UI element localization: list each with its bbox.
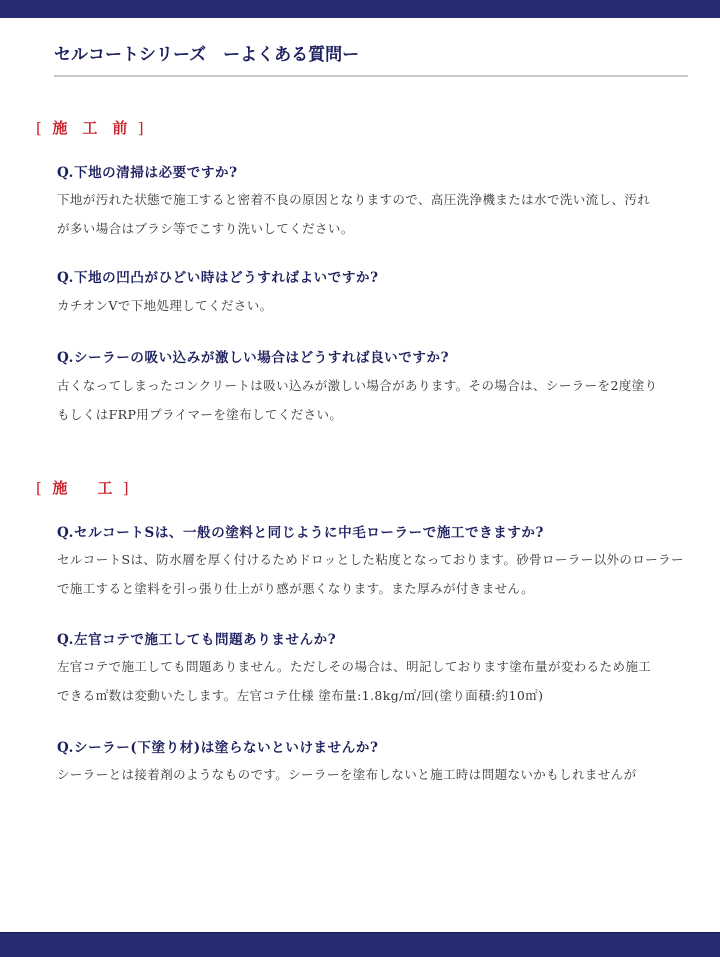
answer-line: もしくはFRP用プライマーを塗布してください。 bbox=[57, 407, 343, 422]
faq-question: Q.下地の清掃は必要ですか? bbox=[57, 165, 238, 181]
bracket-open: [ bbox=[36, 119, 42, 137]
section-heading-before-construction bbox=[36, 117, 144, 138]
answer-line: 下地が汚れた状態で施工すると密着不良の原因となりますので、高圧洗浄機または水で洗い流し、汚れ bbox=[57, 192, 651, 207]
bracket-open: [ bbox=[36, 479, 42, 497]
faq-answer bbox=[57, 185, 697, 243]
bottom-banner-bar bbox=[0, 932, 720, 957]
section-label: 施 工 bbox=[52, 479, 113, 497]
bracket-close: ] bbox=[137, 119, 144, 137]
answer-line: シーラーとは接着剤のようなものです。シーラーを塗布しないと施工時は問題ないかもしれませんが bbox=[57, 767, 637, 782]
faq-answer bbox=[57, 760, 697, 789]
faq-question: Q.セルコートSは、一般の塗料と同じように中毛ローラーで施工できますか? bbox=[57, 525, 545, 541]
page-title: セルコートシリーズ ーよくある質問ー bbox=[54, 45, 360, 65]
faq-question: Q.シーラー(下塗り材)は塗らないといけませんか? bbox=[57, 740, 379, 756]
faq-question: Q.シーラーの吸い込みが激しい場合はどうすれば良いですか? bbox=[57, 350, 450, 366]
answer-line: 古くなってしまったコンクリートは吸い込みが激しい場合があります。その場合は、シーラーを2度塗り bbox=[57, 378, 658, 393]
faq-question: Q.左官コテで施工しても問題ありませんか? bbox=[57, 632, 337, 648]
answer-line: で施工すると塗料を引っ張り仕上がり感が悪くなります。また厚みが付きません。 bbox=[57, 581, 535, 596]
faq-question: Q.下地の凹凸がひどい時はどうすればよいですか? bbox=[57, 270, 379, 286]
section-heading-construction bbox=[36, 477, 129, 498]
answer-line: 左官コテで施工しても問題ありません。ただしその場合は、明記しております塗布量が変わるため施工 bbox=[57, 659, 652, 674]
faq-answer bbox=[57, 545, 697, 603]
answer-line: セルコートSは、防水層を厚く付けるためドロッとした粘度となっております。砂骨ローラー以外のローラー bbox=[57, 552, 684, 567]
section-label: 施 工 前 bbox=[52, 119, 128, 137]
top-banner-bar bbox=[0, 0, 720, 18]
faq-answer bbox=[57, 291, 697, 320]
title-divider bbox=[54, 75, 688, 77]
answer-line: カチオンVで下地処理してください。 bbox=[57, 298, 273, 313]
bracket-close: ] bbox=[122, 479, 129, 497]
faq-answer bbox=[57, 652, 697, 710]
answer-line: できる㎡数は変動いたします。左官コテ仕様 塗布量:1.8kg/㎡/回(塗り面積:約10㎡) bbox=[57, 688, 544, 703]
answer-line: が多い場合はブラシ等でこすり洗いしてください。 bbox=[57, 221, 354, 236]
faq-answer bbox=[57, 371, 697, 429]
